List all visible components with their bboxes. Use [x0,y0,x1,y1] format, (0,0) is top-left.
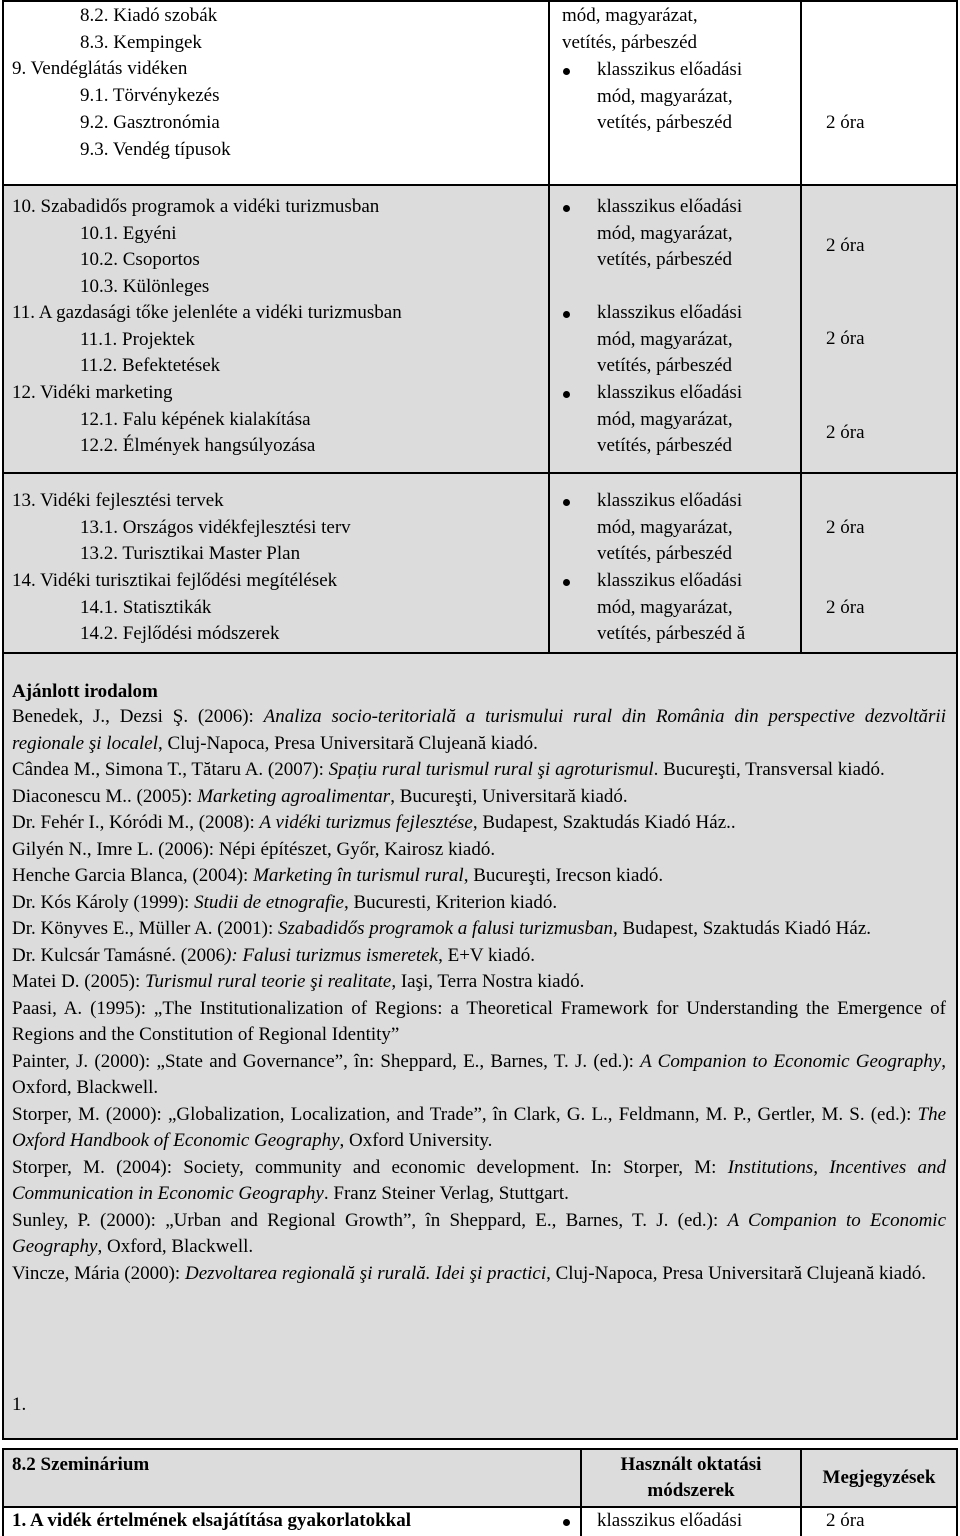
subsection-line: 10.3. Különleges [80,275,210,297]
method-line: klasszikus előadási [597,382,743,403]
subsection-line: 13.2. Turisztikai Master Plan [80,543,301,564]
reference-entry: Dr. Fehér I., Kóródi M., (2008): A vidéki turizmus fejlesztése, Budapest, Szaktudás Kiadó Ház.. [12,812,736,833]
subsection-line: 10.1. Egyéni [80,222,177,244]
section-title: 12. Vidéki marketing [12,382,173,403]
topic-line: 9.1. Törvénykezés [80,85,220,107]
hours-cell: 2 óra [826,422,865,443]
references-heading: Ajánlott irodalom [12,681,158,702]
bullet-icon [563,205,570,212]
reference-list [12,704,946,1287]
bullet-icon [563,579,570,586]
subsection-line: 12.2. Élmények hangsúlyozása [80,435,316,456]
section-title: 14. Vidéki turisztikai fejlődési megítélések [12,570,338,591]
seminar-row1-hours: 2 óra [826,1510,865,1531]
reference-entry: Dr. Kós Károly (1999): Studii de etnografie, Bucuresti, Kriterion kiadó. [12,891,558,913]
bullet-icon [563,391,570,398]
method-line: vetítés, párbeszéd [597,249,733,270]
seminar-row1-method: klasszikus előadási [597,1510,743,1531]
method-line: vetítés, párbeszéd [597,543,733,564]
subsection-line: 13.1. Országos vidékfejlesztési terv [80,516,351,538]
reference-entry: Painter, J. (2000): „State and Governance”, în: Sheppard, E., Barnes, T. J. (ed.): A Companion to Economic Geography, Oxford, Blackwell. [12,1050,946,1098]
seminar-row1-topic: 1. A vidék értelmének elsajátítása gyakorlatokkal [12,1510,411,1531]
reference-entry: Dr. Kulcsár Tamásné. (2006): Falusi turizmus ismeretek, E+V kiadó. [12,944,536,966]
section-title: 11. A gazdasági tőke jelenléte a vidéki turizmusban [12,302,402,323]
reference-entry: Cândea M., Simona T., Tătaru A. (2007): Spațiu rural turismul rural şi agroturismul. Bucureşti, Transversal kiadó. [12,759,885,780]
section-title: 13. Vidéki fejlesztési tervek [12,490,224,511]
subsection-line: 11.1. Projektek [80,328,195,350]
hours-cell: 2 óra [826,112,865,133]
method-line: vetítés, párbeszéd [597,435,733,456]
bullet-icon [563,1519,570,1526]
subsection-line: 10.2. Csoportos [80,249,200,270]
seminar-title: 8.2 Szeminárium [12,1454,150,1475]
topic-line: 9.3. Vendég típusok [80,138,231,160]
reference-entry: Henche Garcia Blanca, (2004): Marketing în turismul rural, Bucureşti, Irecson kiadó. [12,865,664,886]
topic-line: 9.2. Gasztronómia [80,111,220,133]
subsection-line: 14.1. Statisztikák [80,596,212,618]
method-line: klasszikus előadási [597,570,743,591]
bullet-icon [563,311,570,318]
reference-entry: Gilyén N., Imre L. (2006): Népi építészet, Győr, Kairosz kiadó. [12,838,496,860]
subsection-line: 11.2. Befektetések [80,355,221,376]
hours-cell: 2 óra [826,517,865,538]
reference-entry: Matei D. (2005): Turismul rural teorie şi realitate, Iaşi, Terra Nostra kiadó. [12,971,585,992]
methods-header-line1: Használt oktatási [620,1454,762,1475]
section-title: 10. Szabadidős programok a vidéki turizmusban [12,196,380,217]
reference-entry: Storper, M. (2000): „Globalization, Localization, and Trade”, în Clark, G. L., Feldmann, M. P., Gertler, M. S. (ed.): The Oxford Handbook of Economic Geography, Oxford University. [12,1103,946,1151]
hours-cell: 2 óra [826,597,865,618]
method-line: klasszikus előadási [597,302,743,323]
method-line: vetítés, párbeszéd [597,112,733,134]
method-line: klasszikus előadási [597,196,743,217]
topic-line: 8.2. Kiadó szobák [80,5,218,26]
reference-entry: Storper, M. (2004): Society, community and economic development. In: Storper, M: Institutions, Incentives and Communication in Economic Geography. Franz Steiner Verlag, Stuttgart. [12,1156,946,1204]
method-line: mód, magyarázat, [597,516,733,538]
method-line: klasszikus előadási [597,490,743,511]
reference-entry: Sunley, P. (2000): „Urban and Regional Growth”, în Sheppard, E., Barnes, T. J. (ed.): A Companion to Economic Geography, Oxford, Blackwell. [12,1209,946,1257]
reference-entry: Benedek, J., Dezsi Ş. (2006): Analiza socio-teritorială a turismului rural din România din perspective dezvoltării regionale şi localel, Cluj-Napoca, Presa Universitară Clujeană kiadó. [12,706,946,754]
method-line: mód, magyarázat, [597,328,733,350]
method-line: mód, magyarázat, [597,596,733,618]
reference-entry: Dr. Könyves E., Müller A. (2001): Szabadidős programok a falusi turizmusban, Budapest, Szaktudás Kiadó Ház. [12,918,872,939]
bullet-icon [563,499,570,506]
subsection-line: 14.2. Fejlődési módszerek [80,623,280,644]
method-line: mód, magyarázat, [562,5,698,26]
topic-line: 8.3. Kempingek [80,31,202,53]
method-line: vetítés, párbeszéd [597,355,733,376]
subsection-line: 12.1. Falu képének kialakítása [80,408,311,430]
method-line: vetítés, párbeszéd [562,31,698,53]
method-line: mód, magyarázat, [597,408,733,430]
methods-header-line2: módszerek [647,1480,735,1501]
bullet-icon [563,68,570,75]
hours-cell: 2 óra [826,328,865,349]
method-line: vetítés, párbeszéd ă [597,623,746,644]
method-line: klasszikus előadási [597,59,743,80]
reference-entry: Diaconescu M.. (2005): Marketing agroalimentar, Bucureşti, Universitară kiadó. [12,785,628,807]
notes-header: Megjegyzések [822,1467,936,1488]
reference-entry: Paasi, A. (1995): „The Institutionalization of Regions: a Theoretical Framework for Understanding the Emergence of Regions and the Constitution of Regional Identity” [12,997,946,1045]
reference-entry: Vincze, Mária (2000): Dezvoltarea regională şi rurală. Idei şi practici, Cluj-Napoca, Presa Universitară Clujeană kiadó. [12,1262,926,1284]
method-line: mód, magyarázat, [597,222,733,244]
hours-cell: 2 óra [826,235,865,256]
topic-line: 9. Vendéglátás vidéken [12,58,188,80]
method-line: mód, magyarázat, [597,85,733,107]
trailing-number: 1. [12,1394,27,1415]
